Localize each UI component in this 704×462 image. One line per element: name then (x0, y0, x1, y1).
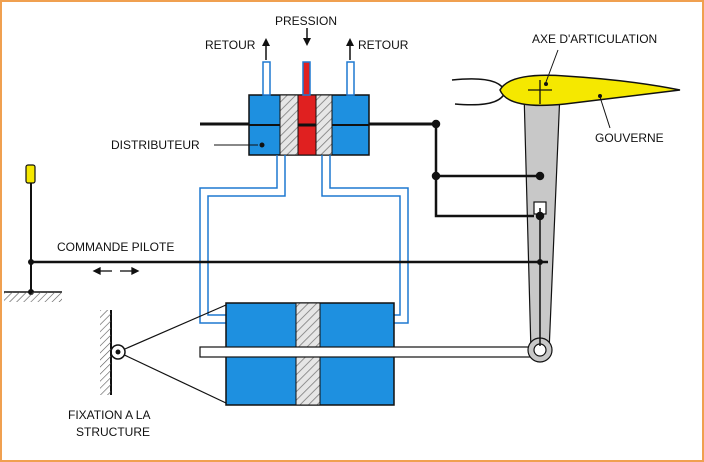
label-retour-right: RETOUR (358, 38, 409, 52)
hinge-bracket (452, 79, 505, 105)
leader-axe-dot (544, 82, 548, 86)
label-commande: COMMANDE PILOTE (57, 240, 175, 254)
label-pression: PRESSION (275, 14, 338, 28)
actuator-pipes (200, 155, 408, 323)
arrow-up-icon (262, 38, 270, 60)
stick-icon (4, 165, 62, 302)
arrow-down-icon (303, 28, 311, 46)
arrow-up-icon (346, 38, 354, 60)
label-fixation-2: STRUCTURE (76, 425, 150, 439)
label-retour-left: RETOUR (205, 38, 256, 52)
leader-gouverne (600, 97, 610, 128)
distributeur-valve (200, 95, 438, 155)
double-arrow-icon (94, 268, 138, 274)
leader-dot (260, 143, 265, 148)
control-horn (524, 92, 560, 352)
label-axe: AXE D'ARTICULATION (532, 32, 658, 46)
gouverne-airfoil (500, 75, 680, 105)
label-distributeur: DISTRIBUTEUR (111, 138, 200, 152)
label-fixation-1: FIXATION A LA (68, 408, 151, 422)
leader-gouverne-dot (598, 94, 602, 98)
actuator-cylinder (200, 303, 540, 405)
rod-joint (28, 259, 34, 265)
rod-joint (537, 259, 543, 265)
label-gouverne: GOUVERNE (595, 131, 664, 145)
top-pipes (263, 62, 354, 95)
